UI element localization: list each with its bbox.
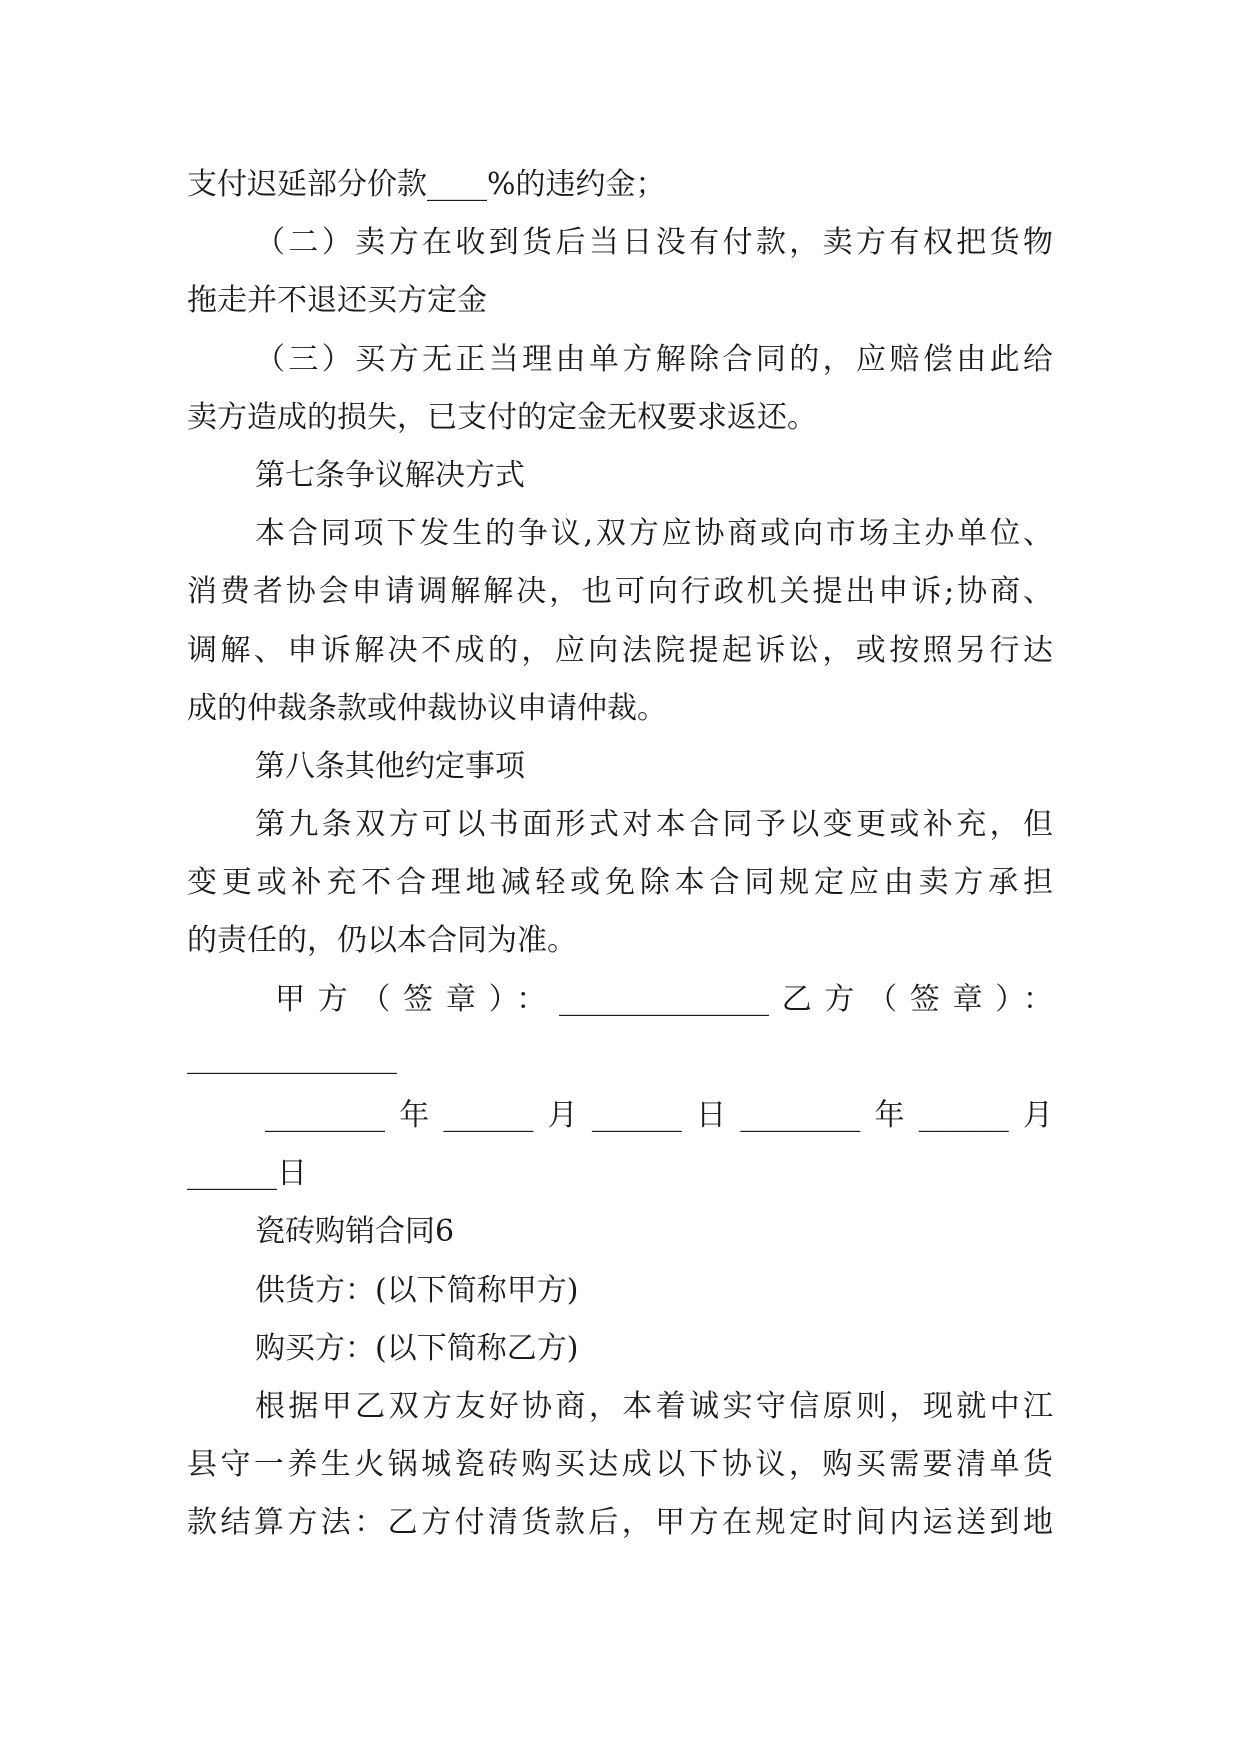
signature-blank: ______________ [187,1039,397,1075]
document-line: 的责任的，仍以本合同为准。 [187,923,577,959]
supplier-line: 供货方：(以下简称甲方) [255,1272,579,1308]
document-line: 本合同项下发生的争议,双方应协商或向市场主办单位、 [255,516,1053,552]
date-line: ________年______月______日________年______月 [265,1098,1053,1133]
section-heading: 第七条争议解决方式 [255,457,525,493]
document-line: 卖方造成的损失，已支付的定金无权要求返还。 [187,399,817,435]
document-line: （三）买方无正当理由单方解除合同的，应赔偿由此给 [255,341,1053,377]
document-line: 根据甲乙双方友好协商，本着诚实守信原则，现就中江 [255,1388,1053,1424]
document-line: （二）卖方在收到货后当日没有付款，卖方有权把货物 [255,225,1053,261]
document-line: 第九条双方可以书面形式对本合同予以变更或补充，但 [255,807,1053,843]
document-line: 支付迟延部分价款____%的违约金； [187,167,666,202]
section-heading: 第八条其他约定事项 [255,748,525,784]
signature-line: 甲方（签章）：______________乙方（签章）： [275,981,1053,1017]
document-body [187,156,1053,1553]
document-line: 调解、申诉解决不成的，应向法院提起诉讼，或按照另行达 [187,632,1053,668]
buyer-line: 购买方：(以下简称乙方) [255,1330,579,1366]
document-line: 消费者协会申请调解解决，也可向行政机关提出申诉;协商、 [187,574,1053,610]
document-line: 成的仲裁条款或仲裁协议申请仲裁。 [187,690,667,726]
document-line: 县守一养生火锅城瓷砖购买达成以下协议，购买需要清单货 [187,1447,1053,1483]
document-line: 款结算方法：乙方付清货款后，甲方在规定时间内运送到地 [187,1505,1053,1541]
document-line: 拖走并不退还买方定金 [187,283,487,319]
document-line: 变更或补充不合理地减轻或免除本合同规定应由卖方承担 [187,865,1053,901]
contract-title: 瓷砖购销合同6 [255,1214,455,1250]
date-line: ______日 [187,1156,307,1192]
